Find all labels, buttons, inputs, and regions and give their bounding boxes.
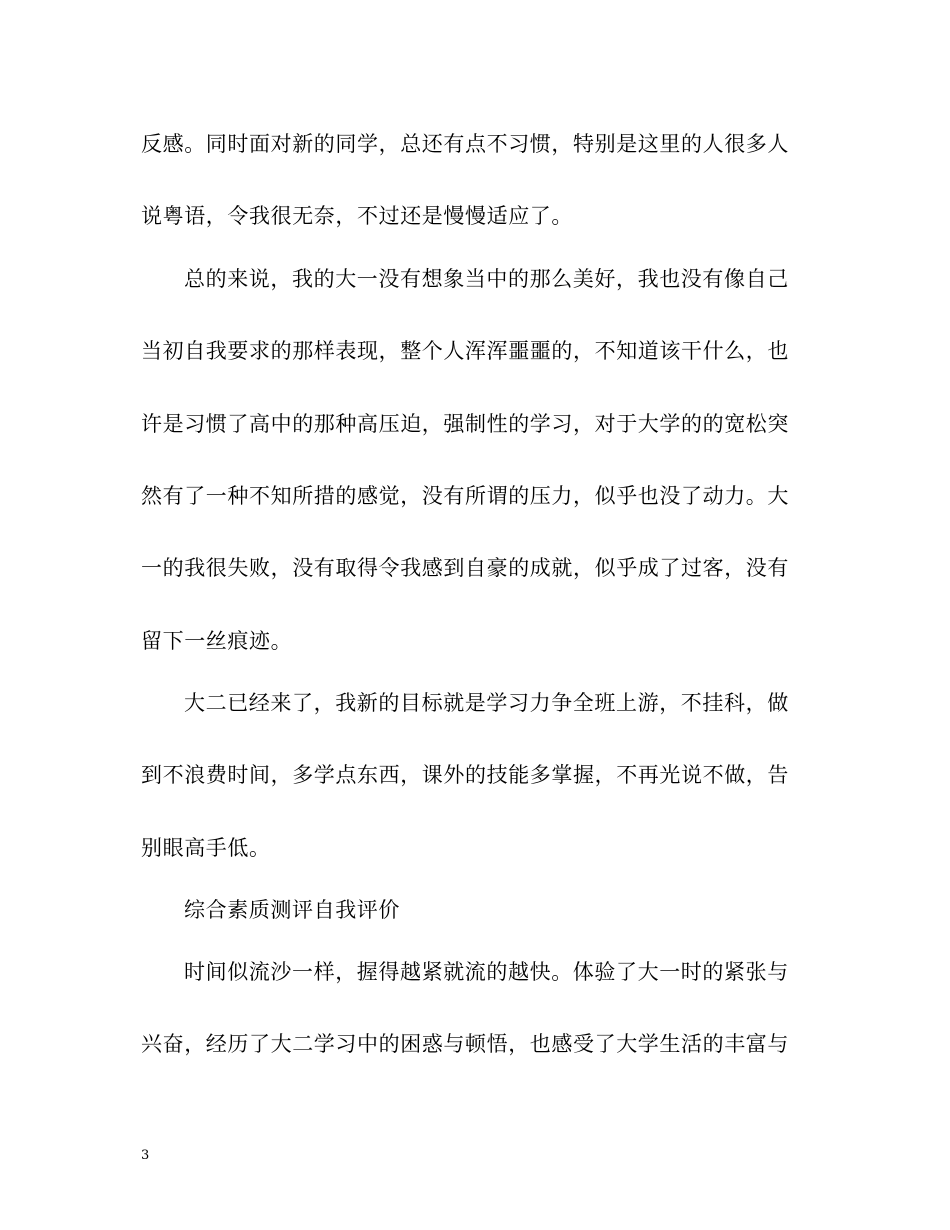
text-line: 当初自我要求的那样表现，整个人浑浑噩噩的，不知道该干什么，也 [141, 339, 789, 363]
text-line: 然有了一种不知所措的感觉，没有所谓的压力，似乎也没了动力。大 [141, 484, 789, 508]
paragraph-first-line: 大二已经来了，我新的目标就是学习力争全班上游，不挂科，做 [184, 691, 789, 715]
paragraph-first-line: 总的来说，我的大一没有想象当中的那么美好，我也没有像自己 [184, 267, 789, 291]
text-line: 留下一丝痕迹。 [141, 629, 293, 653]
paragraph-first-line: 时间似流沙一样，握得越紧就流的越快。体验了大一时的紧张与 [184, 960, 789, 984]
text-line: 别眼高手低。 [141, 836, 271, 860]
page-number: 3 [141, 1148, 150, 1163]
text-line: 许是习惯了高中的那种高压迫，强制性的学习，对于大学的的宽松突 [141, 412, 789, 436]
text-line: 到不浪费时间，多学点东西，课外的技能多掌握，不再光说不做，告 [141, 763, 789, 787]
text-line: 一的我很失败，没有取得令我感到自豪的成就，似乎成了过客，没有 [141, 556, 789, 580]
section-heading: 综合素质测评自我评价 [184, 898, 400, 922]
text-line: 兴奋，经历了大二学习中的困惑与顿悟，也感受了大学生活的丰富与 [141, 1032, 789, 1056]
text-line: 反感。同时面对新的同学，总还有点不习惯，特别是这里的人很多人 [141, 132, 789, 156]
text-line: 说粤语，令我很无奈，不过还是慢慢适应了。 [141, 204, 573, 228]
